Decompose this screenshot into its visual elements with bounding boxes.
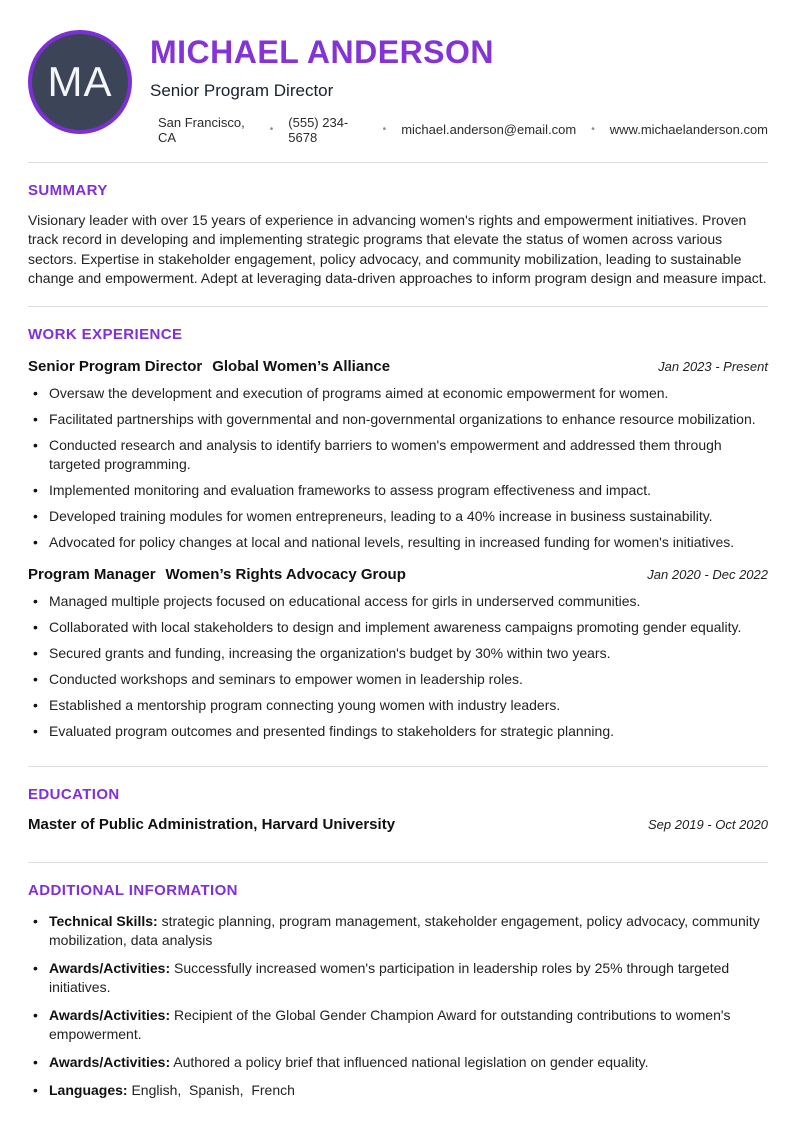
job-company: Global Women’s Alliance [212,357,391,375]
job-title: Senior Program Director [28,357,203,375]
name-heading: MICHAEL ANDERSON [150,34,495,70]
section-divider [28,306,768,307]
section-divider [28,862,768,863]
separator-dot-icon [591,124,595,135]
contact-phone: (555) 234-5678 [288,114,349,145]
education-section [28,786,768,833]
job-bullet: • Advocated for policy changes at local and national levels, resulting in increased funding for women's initiatives. [28,533,768,552]
professional-title: Senior Program Director [150,80,334,100]
section-heading-education: EDUCATION [28,785,120,803]
separator-dot-icon [270,124,274,135]
item-label: Technical Skills: [49,912,158,929]
job-bullet: • Managed multiple projects focused on educational access for girls in underserved communities. [28,592,768,611]
separator-dot-icon [383,124,387,135]
job-bullet: • Secured grants and funding, increasing the organization's budget by 30% within two years. [28,644,768,663]
item-text: strategic planning, program management, stakeholder engagement, policy advocacy, community mobilization, data analysis [49,912,764,948]
section-divider [28,162,768,163]
education-dates: Sep 2019 - Oct 2020 [648,816,768,832]
job-bullet: • Conducted workshops and seminars to empower women in leadership roles. [28,670,768,689]
item-text: Successfully increased women's participation in leadership roles by 25% through targeted initiatives. [49,959,734,995]
job-company: Women’s Rights Advocacy Group [165,565,406,583]
job-dates: Jan 2020 - Dec 2022 [647,566,768,582]
header-text [150,30,768,145]
additional-information-section [28,882,768,1100]
job-bullet-list [28,384,768,552]
job-bullet: • Facilitated partnerships with governmental and non-governmental organizations to enhance resource mobilization. [28,410,768,429]
job-title-line [28,358,390,375]
job-bullet: • Established a mentorship program connecting young women with industry leaders. [28,696,768,715]
item-text: Authored a policy brief that influenced national legislation on gender equality. [173,1053,649,1070]
work-experience-section [28,326,768,741]
job-bullet: • Implemented monitoring and evaluation frameworks to assess program effectiveness and impact. [28,481,768,500]
contact-website: www.michaelanderson.com [609,122,768,138]
item-text: Recipient of the Global Gender Champion Award for outstanding contributions to women's empowerment. [49,1006,735,1042]
job-bullet: • Conducted research and analysis to identify barriers to women's empowerment and addressed them through targeted programming. [28,436,768,474]
item-text: English, Spanish, French [131,1081,295,1098]
additional-info-item [28,1081,768,1100]
additional-info-item [28,912,768,950]
job-entry [28,566,768,741]
section-divider [28,766,768,767]
education-degree: Master of Public Administration, Harvard University [28,815,396,833]
additional-info-item [28,959,768,997]
education-entry [28,816,768,833]
job-bullet: • Oversaw the development and execution of programs aimed at economic empowerment for women. [28,384,768,403]
item-label: Awards/Activities: [49,1053,171,1070]
job-header [28,566,768,583]
section-heading-work-experience: WORK EXPERIENCE [28,325,183,343]
item-label: Awards/Activities: [49,1006,171,1023]
contact-row [158,115,768,145]
contact-email: michael.anderson@email.com [401,122,577,138]
avatar [28,30,132,134]
section-heading-summary: SUMMARY [28,181,108,199]
avatar-initials: MA [47,58,113,105]
summary-text: Visionary leader with over 15 years of experience in advancing women's rights and empowerment initiatives. Proven track record in developing and implementing strategic programs that elevate the status of women across various sectors. Expertise in stakeholder engagement, policy advocacy, and community mobilization, leading to sustainable change and empowerment. Adept at leveraging data-driven approaches to inform program design and measure impact. [28,211,767,287]
job-dates: Jan 2023 - Present [658,358,768,374]
item-label: Languages: [49,1081,128,1098]
resume-header [28,30,768,145]
contact-location: San Francisco, CA [158,114,245,145]
job-title-line [28,566,406,583]
additional-info-item [28,1053,768,1072]
additional-info-list [28,912,768,1100]
section-heading-additional-information: ADDITIONAL INFORMATION [28,881,238,899]
additional-info-item [28,1006,768,1044]
job-title: Program Manager [28,565,156,583]
job-bullet: • Developed training modules for women entrepreneurs, leading to a 40% increase in business sustainability. [28,507,768,526]
job-bullet: • Collaborated with local stakeholders to design and implement awareness campaigns promoting gender equality. [28,618,768,637]
job-bullet: • Evaluated program outcomes and presented findings to stakeholders for strategic planning. [28,722,768,741]
summary-section [28,182,768,289]
job-bullet-list [28,592,768,741]
job-entry [28,358,768,552]
job-header [28,358,768,375]
item-label: Awards/Activities: [49,959,171,976]
